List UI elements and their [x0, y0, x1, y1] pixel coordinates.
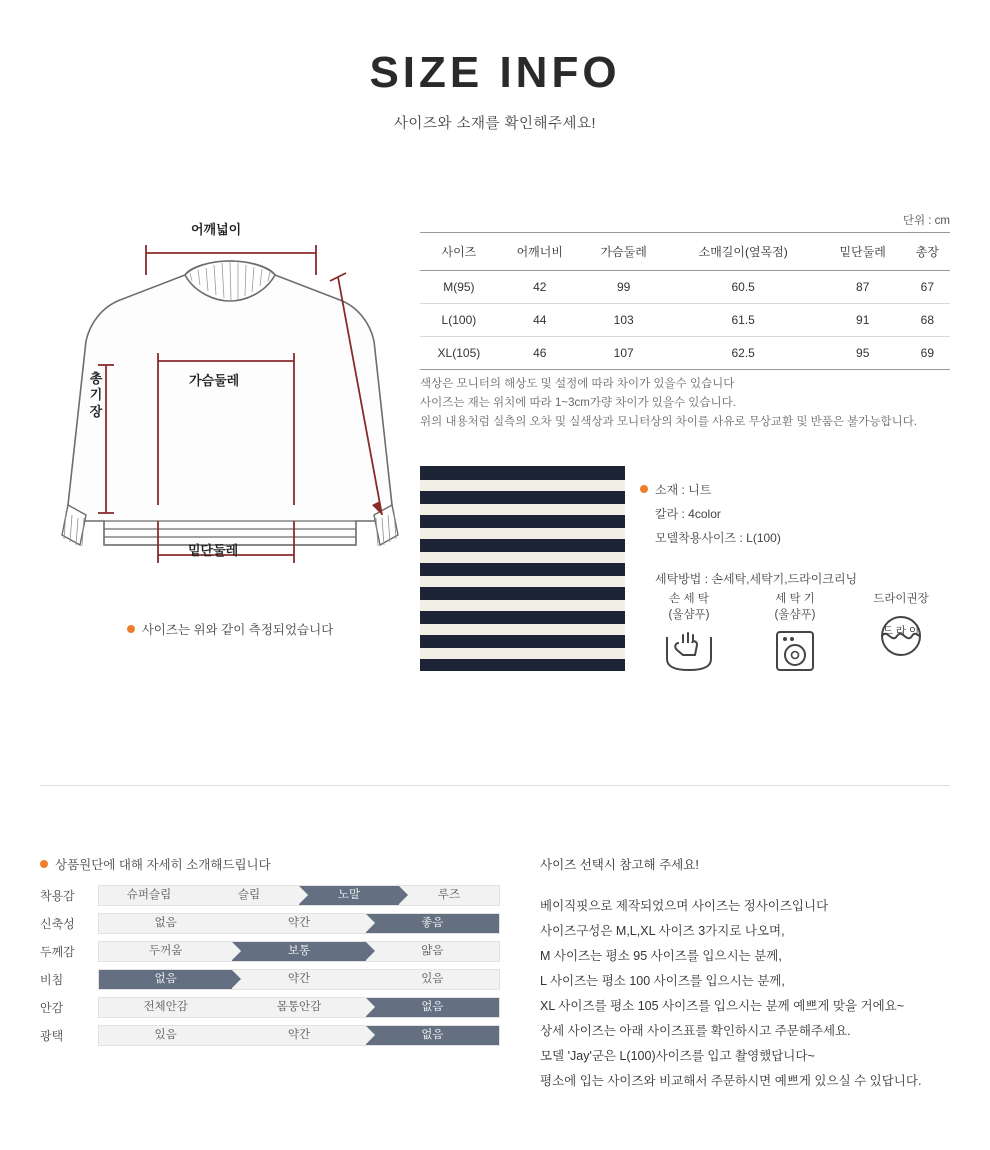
size-guide-line-6: 상세 사이즈는 아래 사이즈표를 확인하시고 주문해주세요.: [540, 1024, 851, 1038]
bullet-icon: [640, 485, 648, 493]
section-divider: [40, 785, 950, 786]
bar-seg-fit-1: 슬림: [199, 886, 299, 905]
bar-track-fit: [98, 885, 500, 906]
bar-row-gloss: [40, 1025, 500, 1046]
cell-length: 67: [905, 271, 950, 304]
bar-seg-sheerness-1: 약간: [232, 970, 365, 989]
material-fabric-row: [640, 478, 960, 502]
bar-track-thickness: [98, 941, 500, 962]
note-line-2: 사이즈는 재는 위치에 따라 1~3cm가량 차이가 있을수 있습니다.: [420, 396, 736, 409]
fabric-attribute-bars: [40, 885, 500, 1053]
bullet-icon: [40, 860, 48, 868]
note-line-1: 색상은 모니터의 해상도 및 설정에 따라 차이가 있을수 있습니다: [420, 378, 735, 390]
bar-seg-lining-1: 몸통안감: [232, 998, 365, 1017]
bar-seg-gloss-0: 있음: [99, 1026, 232, 1045]
illustration-caption-text: 사이즈는 위와 같이 측정되었습니다: [141, 623, 334, 637]
bar-seg-lining-0: 전체안감: [99, 998, 232, 1017]
bar-seg-thickness-2: 얇음: [421, 945, 444, 957]
wash-icon-group: [650, 592, 950, 679]
note-line-3: 위의 내용처럼 실측의 오차 및 실색상과 모니터상의 차이를 사유로 무상교환 및 반품은 불가능합니다.: [420, 415, 918, 428]
illustration-caption: [40, 620, 420, 638]
cell-size: M(95): [420, 271, 498, 304]
size-guide-line-3: M 사이즈는 평소 95 사이즈를 입으시는 분께,: [540, 949, 782, 963]
material-info: [640, 478, 960, 550]
material-color-text: 칼라 : 4color: [655, 507, 721, 521]
table-row: [420, 304, 950, 337]
disclaimer-notes: [420, 375, 960, 432]
col-header-size: 사이즈: [420, 233, 498, 271]
col-header-hem: 밑단둘레: [821, 233, 905, 271]
bar-seg-fit-2: 노말: [299, 886, 399, 905]
bar-seg-fit-0: 슈퍼슬림: [99, 886, 199, 905]
size-guide-text: [540, 853, 960, 1094]
fabric-info-heading: [40, 855, 271, 873]
bar-track-lining: [98, 997, 500, 1018]
size-table: [420, 232, 950, 370]
cell-length: 68: [905, 304, 950, 337]
size-guide-line-2: 사이즈구성은 M,L,XL 사이즈 3가지로 나오며,: [540, 924, 785, 938]
dry-clean-label-1: 드라이권장: [873, 593, 929, 605]
wash-item-machine: [756, 592, 834, 679]
chest-label: 가슴둘레: [189, 373, 240, 388]
bar-row-stretch: [40, 913, 500, 934]
bar-label-lining: 안감: [40, 1001, 64, 1015]
bar-row-thickness: [40, 941, 500, 962]
machine-wash-label-1: 세 탁 기: [775, 593, 815, 605]
bar-label-stretch: 신축성: [40, 917, 75, 931]
bar-seg-stretch-0: 없음: [99, 914, 232, 933]
cell-chest: 99: [582, 271, 666, 304]
bar-track-gloss: [98, 1025, 500, 1046]
size-guide-line-1: 베이직핏으로 제작되었으며 사이즈는 정사이즈입니다: [540, 899, 829, 913]
unit-label: 단위 : cm: [902, 215, 950, 227]
dry-clean-inner-text: 드 라 이: [882, 624, 920, 637]
col-header-shoulder: 어깨너비: [498, 233, 582, 271]
bar-seg-gloss-1: 약간: [232, 1026, 365, 1045]
bullet-icon: [127, 625, 135, 633]
cell-size: XL(105): [420, 337, 498, 370]
bar-seg-fit-3: 루즈: [437, 889, 461, 901]
bar-seg-stretch-1: 약간: [232, 914, 365, 933]
size-guide-line-8: 평소에 입는 사이즈와 비교해서 주문하시면 예쁘게 있으실 수 있답니다.: [540, 1074, 922, 1088]
size-guide-line-7: 모델 'Jay'군은 L(100)사이즈를 입고 촬영했답니다~: [540, 1049, 815, 1063]
bar-seg-sheerness-2: 있음: [421, 973, 444, 985]
total-length-label: 총기장: [89, 371, 103, 419]
cell-chest: 107: [582, 337, 666, 370]
fabric-info-heading-text: 상품원단에 대해 자세히 소개해드립니다: [55, 858, 271, 872]
table-row: [420, 337, 950, 370]
bar-seg-stretch-2: 좋음: [366, 914, 499, 933]
bar-label-thickness: 두께감: [40, 945, 75, 959]
fabric-swatch-photo: [420, 466, 625, 671]
wash-item-hand: [650, 592, 728, 679]
bar-seg-thickness-1: 보통: [232, 942, 365, 961]
page-title: SIZE INFO: [369, 48, 621, 97]
wash-item-dry: [862, 592, 940, 679]
bar-track-stretch: [98, 913, 500, 934]
cell-hem: 95: [821, 337, 905, 370]
hand-wash-icon: [650, 629, 728, 679]
bar-row-sheerness: [40, 969, 500, 990]
bar-seg-sheerness-0: 없음: [99, 970, 232, 989]
garment-measurement-illustration: [40, 215, 420, 635]
bar-seg-gloss-2: 없음: [366, 1026, 499, 1045]
size-guide-line-5: XL 사이즈를 평소 105 사이즈를 입으시는 분께 예쁘게 맞을 거에요~: [540, 999, 905, 1013]
cell-shoulder: 46: [498, 337, 582, 370]
cell-hem: 87: [821, 271, 905, 304]
bar-seg-thickness-0: 두꺼움: [99, 942, 232, 961]
cell-sleeve: 62.5: [666, 337, 821, 370]
cell-shoulder: 44: [498, 304, 582, 337]
hem-label: 밑단둘레: [188, 543, 239, 558]
cell-size: L(100): [420, 304, 498, 337]
table-header-row: [420, 233, 950, 271]
dry-clean-icon: [862, 614, 940, 664]
bar-label-sheerness: 비침: [40, 973, 64, 987]
page-subtitle: 사이즈와 소재를 확인해주세요!: [393, 116, 597, 132]
cell-sleeve: 60.5: [666, 271, 821, 304]
page-header: [0, 48, 990, 133]
sweatshirt-diagram: [40, 215, 420, 635]
cell-sleeve: 61.5: [666, 304, 821, 337]
bar-track-sheerness: [98, 969, 500, 990]
col-header-chest: 가슴둘레: [582, 233, 666, 271]
bar-label-gloss: 광택: [40, 1029, 64, 1043]
material-model-size-text: 모델착용사이즈 : L(100): [655, 531, 781, 545]
cell-chest: 103: [582, 304, 666, 337]
hand-wash-label-1: 손 세 탁: [669, 593, 709, 605]
col-header-sleeve: 소매길이(옆목점): [666, 233, 821, 271]
size-guide-title: 사이즈 선택시 참고해 주세요!: [540, 858, 699, 872]
material-fabric-text: 소재 : 니트: [655, 483, 712, 497]
table-row: [420, 271, 950, 304]
machine-wash-label-2: (울샴푸): [774, 608, 816, 621]
col-header-length: 총장: [905, 233, 950, 271]
wash-instructions-title: 세탁방법 : 손세탁,세탁기,드라이크리닝: [655, 572, 858, 586]
hand-wash-label-2: (울샴푸): [668, 608, 710, 621]
cell-hem: 91: [821, 304, 905, 337]
bar-row-fit: [40, 885, 500, 906]
bar-label-fit: 착용감: [40, 889, 75, 903]
bar-row-lining: [40, 997, 500, 1018]
cell-length: 69: [905, 337, 950, 370]
bar-seg-lining-2: 없음: [366, 998, 499, 1017]
shoulder-width-label: 어깨넓이: [191, 222, 242, 237]
size-guide-line-4: L 사이즈는 평소 100 사이즈를 입으시는 분께,: [540, 974, 785, 988]
cell-shoulder: 42: [498, 271, 582, 304]
machine-wash-icon: [756, 629, 834, 679]
